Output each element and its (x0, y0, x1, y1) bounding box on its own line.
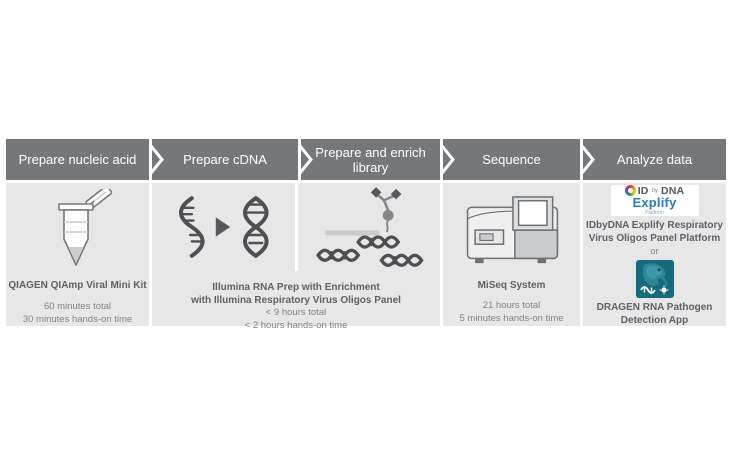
step-header-prepare-cdna (152, 139, 298, 180)
logo-by-text: by (651, 187, 658, 194)
prep-caption-line1: Illumina RNA Prep with Enrichment (212, 282, 380, 293)
prep-caption-line2: with Illumina Respiratory Virus Oligos Panel (191, 294, 401, 306)
chevron-right-icon (580, 139, 596, 180)
library-enrichment-icon (298, 183, 441, 271)
workflow-band (6, 139, 728, 331)
rna-to-cdna-icon (152, 183, 295, 271)
microcentrifuge-tube-icon (42, 183, 114, 279)
kit-caption: QIAGEN QIAmp Viral Mini Kit (8, 280, 147, 291)
time-hands-on: 5 minutes hands-on time (459, 313, 564, 324)
step-header-prepare-nucleic-acid (6, 139, 149, 180)
step-header-bar (6, 139, 728, 180)
system-caption: MiSeq System (477, 280, 546, 291)
step-header-analyze-data (583, 139, 726, 180)
analyze-option1-line1: IDbyDNA Explify Respiratory (586, 220, 723, 231)
time-total: < 9 hours total (265, 307, 327, 318)
or-separator: or (650, 246, 659, 257)
logo-platform-text: Platform (645, 210, 664, 216)
chevron-right-icon (298, 139, 314, 180)
step-title: Prepare nucleic acid (18, 152, 137, 167)
step-header-sequence (443, 139, 580, 180)
time-total: 60 minutes total (43, 301, 112, 312)
step-title: Prepare and enrich library (315, 144, 426, 175)
time-total: 21 hours total (482, 300, 541, 311)
panel-analyze-data (583, 183, 726, 326)
time-hands-on: < 2 hours hands-on time (244, 319, 348, 331)
idbydna-ring-icon (625, 185, 636, 196)
panel-library-prep (152, 183, 440, 331)
chevron-right-icon (149, 139, 165, 180)
time-hands-on: 30 minutes hands-on time (22, 314, 133, 325)
step-header-prepare-enrich-library (301, 139, 440, 180)
logo-explify-text: Explify (632, 195, 677, 210)
panel-prepare-nucleic-acid (6, 183, 149, 326)
panel-sequence (443, 183, 580, 326)
step-title: Sequence (482, 152, 541, 167)
miseq-instrument-icon (460, 183, 564, 279)
dragen-app-icon (636, 260, 674, 298)
analyze-option2-line1: DRAGEN RNA Pathogen (596, 302, 713, 313)
analyze-option1-line2: Virus Oligos Panel Platform (588, 232, 721, 244)
analyze-option2-line2: Detection App (620, 314, 689, 326)
chevron-right-icon (440, 139, 456, 180)
step-title: Analyze data (616, 152, 693, 167)
logo-id-text: ID (637, 184, 649, 197)
step-body-row (6, 183, 728, 331)
logo-dna-text: DNA (660, 184, 685, 197)
step-title: Prepare cDNA (183, 152, 267, 167)
idbydna-explify-logo (611, 185, 699, 216)
